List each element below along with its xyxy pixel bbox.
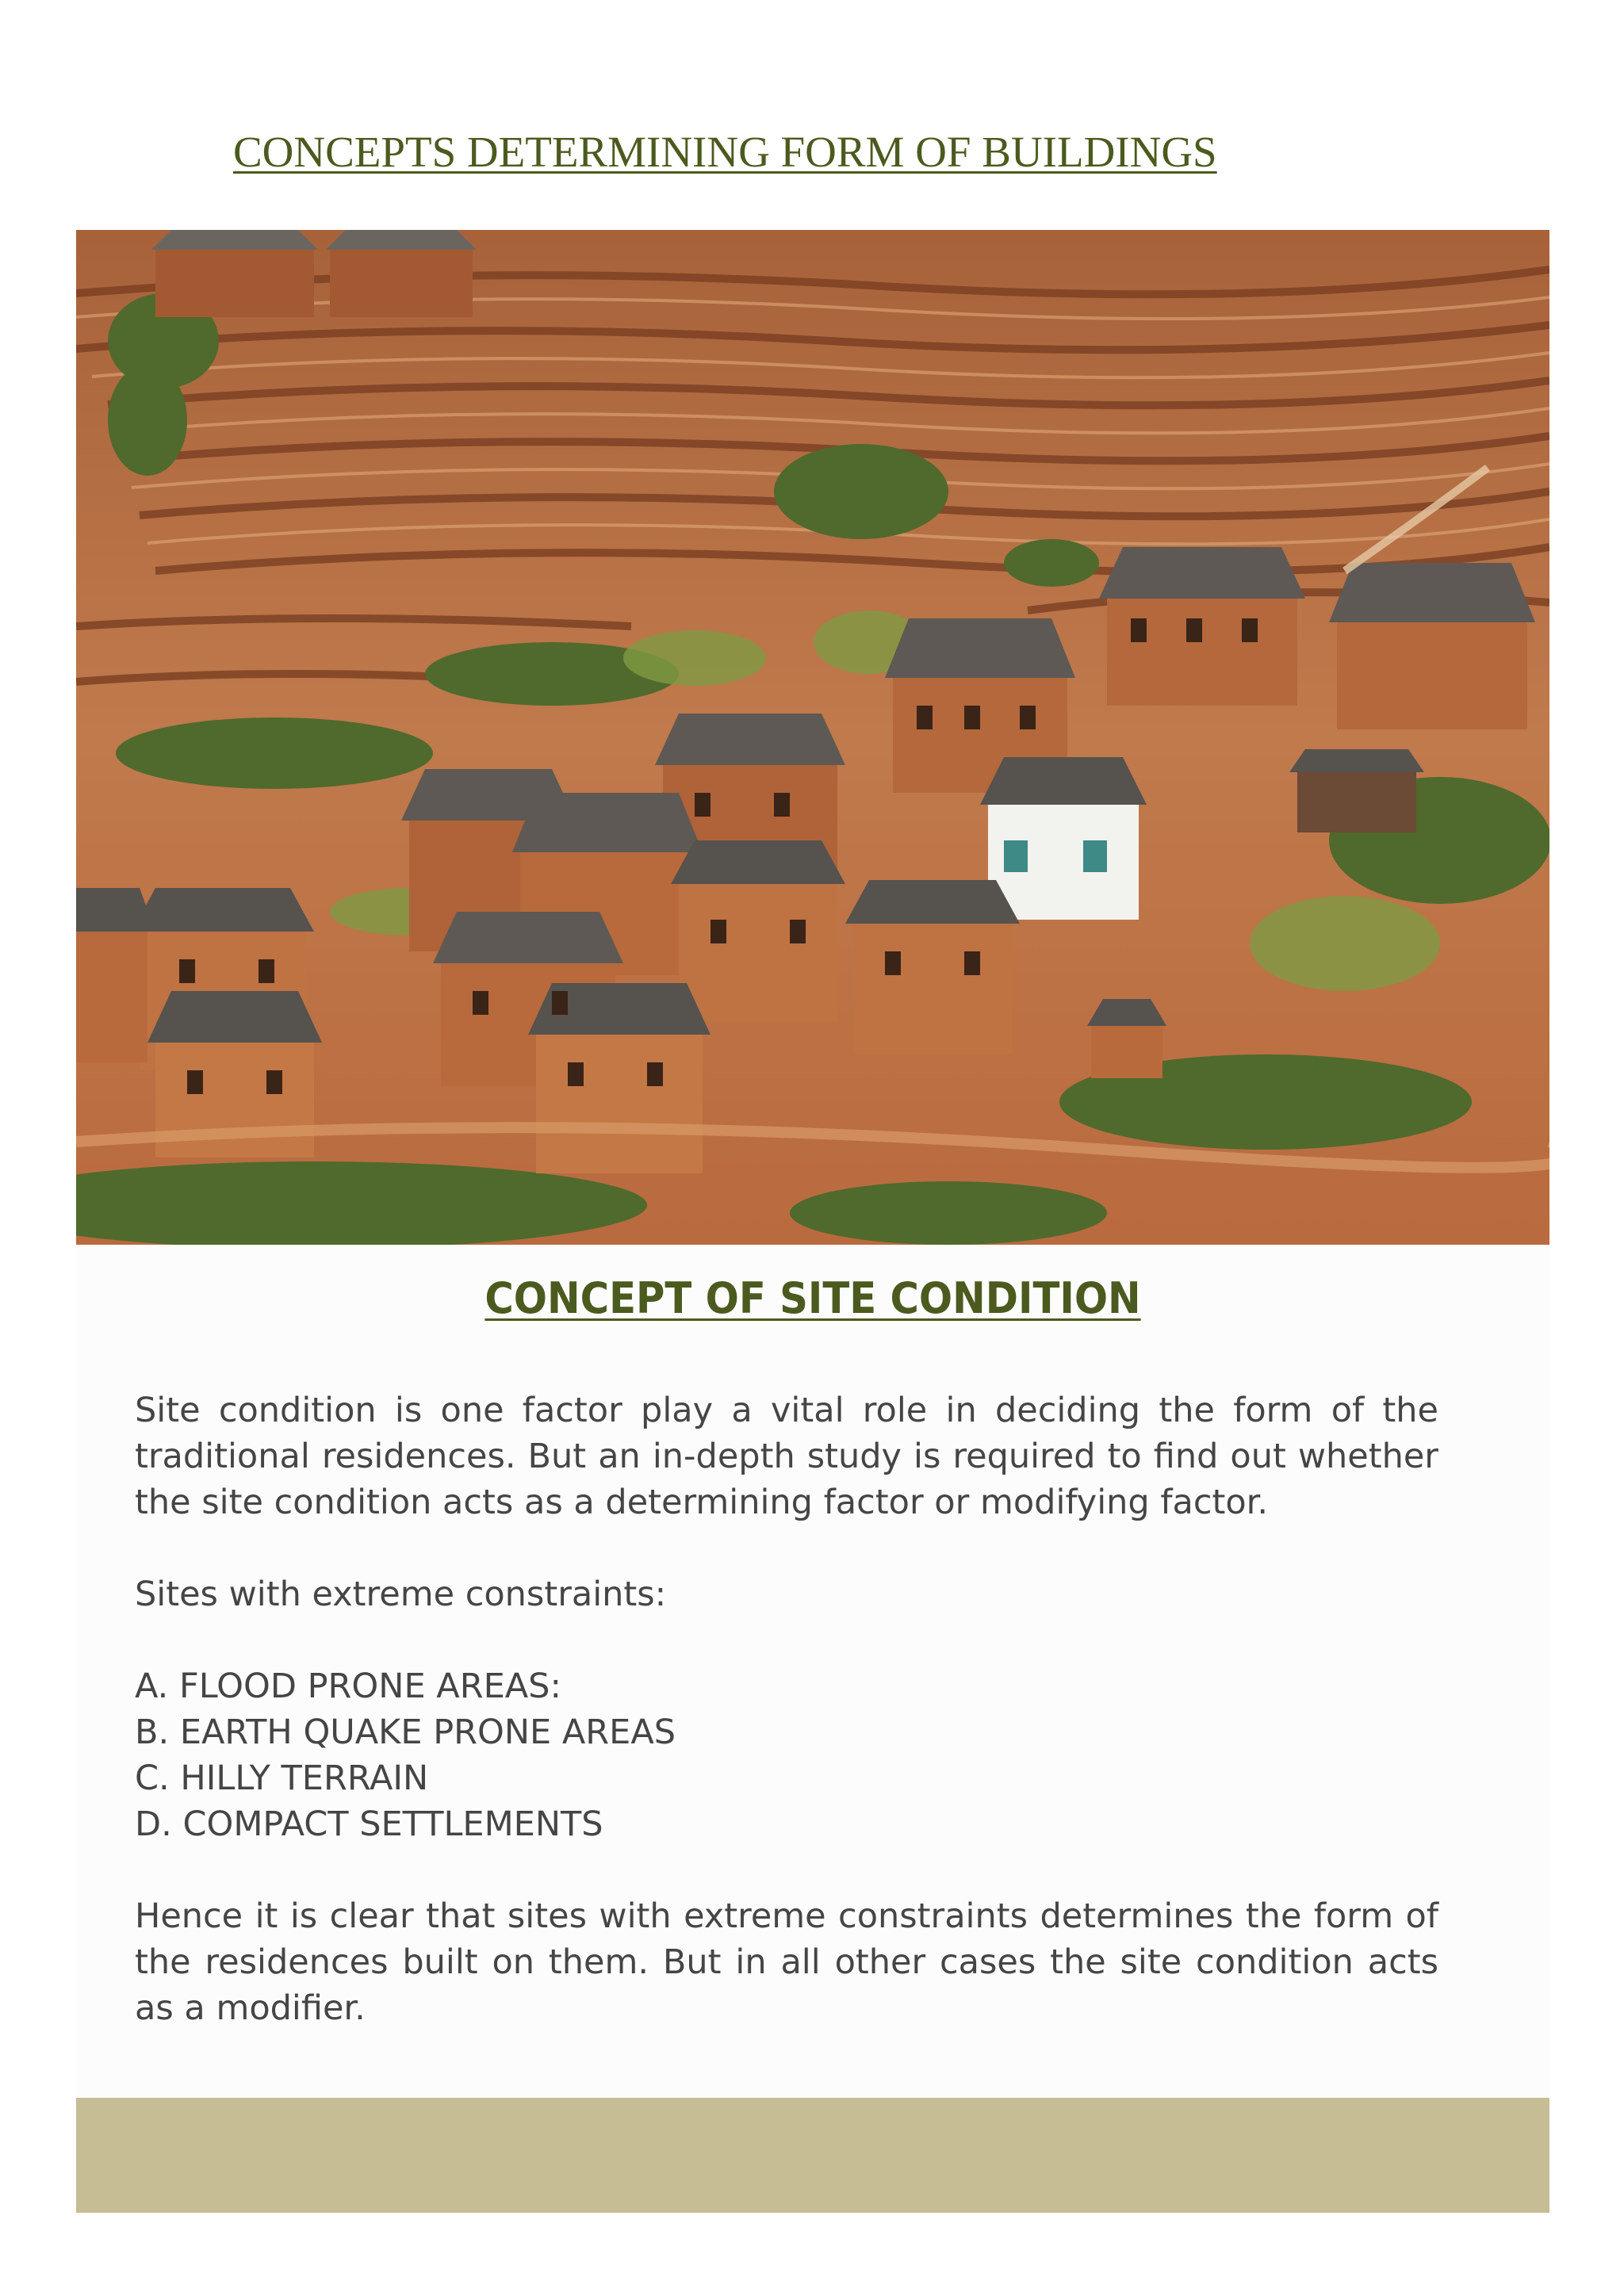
content-panel [76, 1245, 1549, 2098]
constraints-list [135, 1663, 676, 1847]
page-title: CONCEPTS DETERMINING FORM OF BUILDINGS [233, 128, 1217, 176]
list-intro: Sites with extreme constraints: [135, 1575, 667, 1614]
list-item: C. HILLY TERRAIN [135, 1758, 429, 1798]
list-item: A. FLOOD PRONE AREAS: [135, 1667, 561, 1706]
footer-band [76, 2098, 1549, 2213]
list-item: B. EARTH QUAKE PRONE AREAS [135, 1712, 676, 1752]
intro-paragraph: Site condition is one factor play a vital role in deciding the form of the traditional residences. But an in-depth study is required to find out whether the site condition acts as a determining factor or modifying factor. [135, 1391, 1438, 1522]
section-heading: CONCEPT OF SITE CONDITION [485, 1273, 1141, 1323]
conclusion-paragraph: Hence it is clear that sites with extreme constraints determines the form of the residences built on them. But in all other cases the site condition acts as a modifier. [135, 1896, 1438, 2028]
village-hillside-photo [76, 230, 1549, 1245]
list-item: D. COMPACT SETTLEMENTS [135, 1804, 603, 1844]
